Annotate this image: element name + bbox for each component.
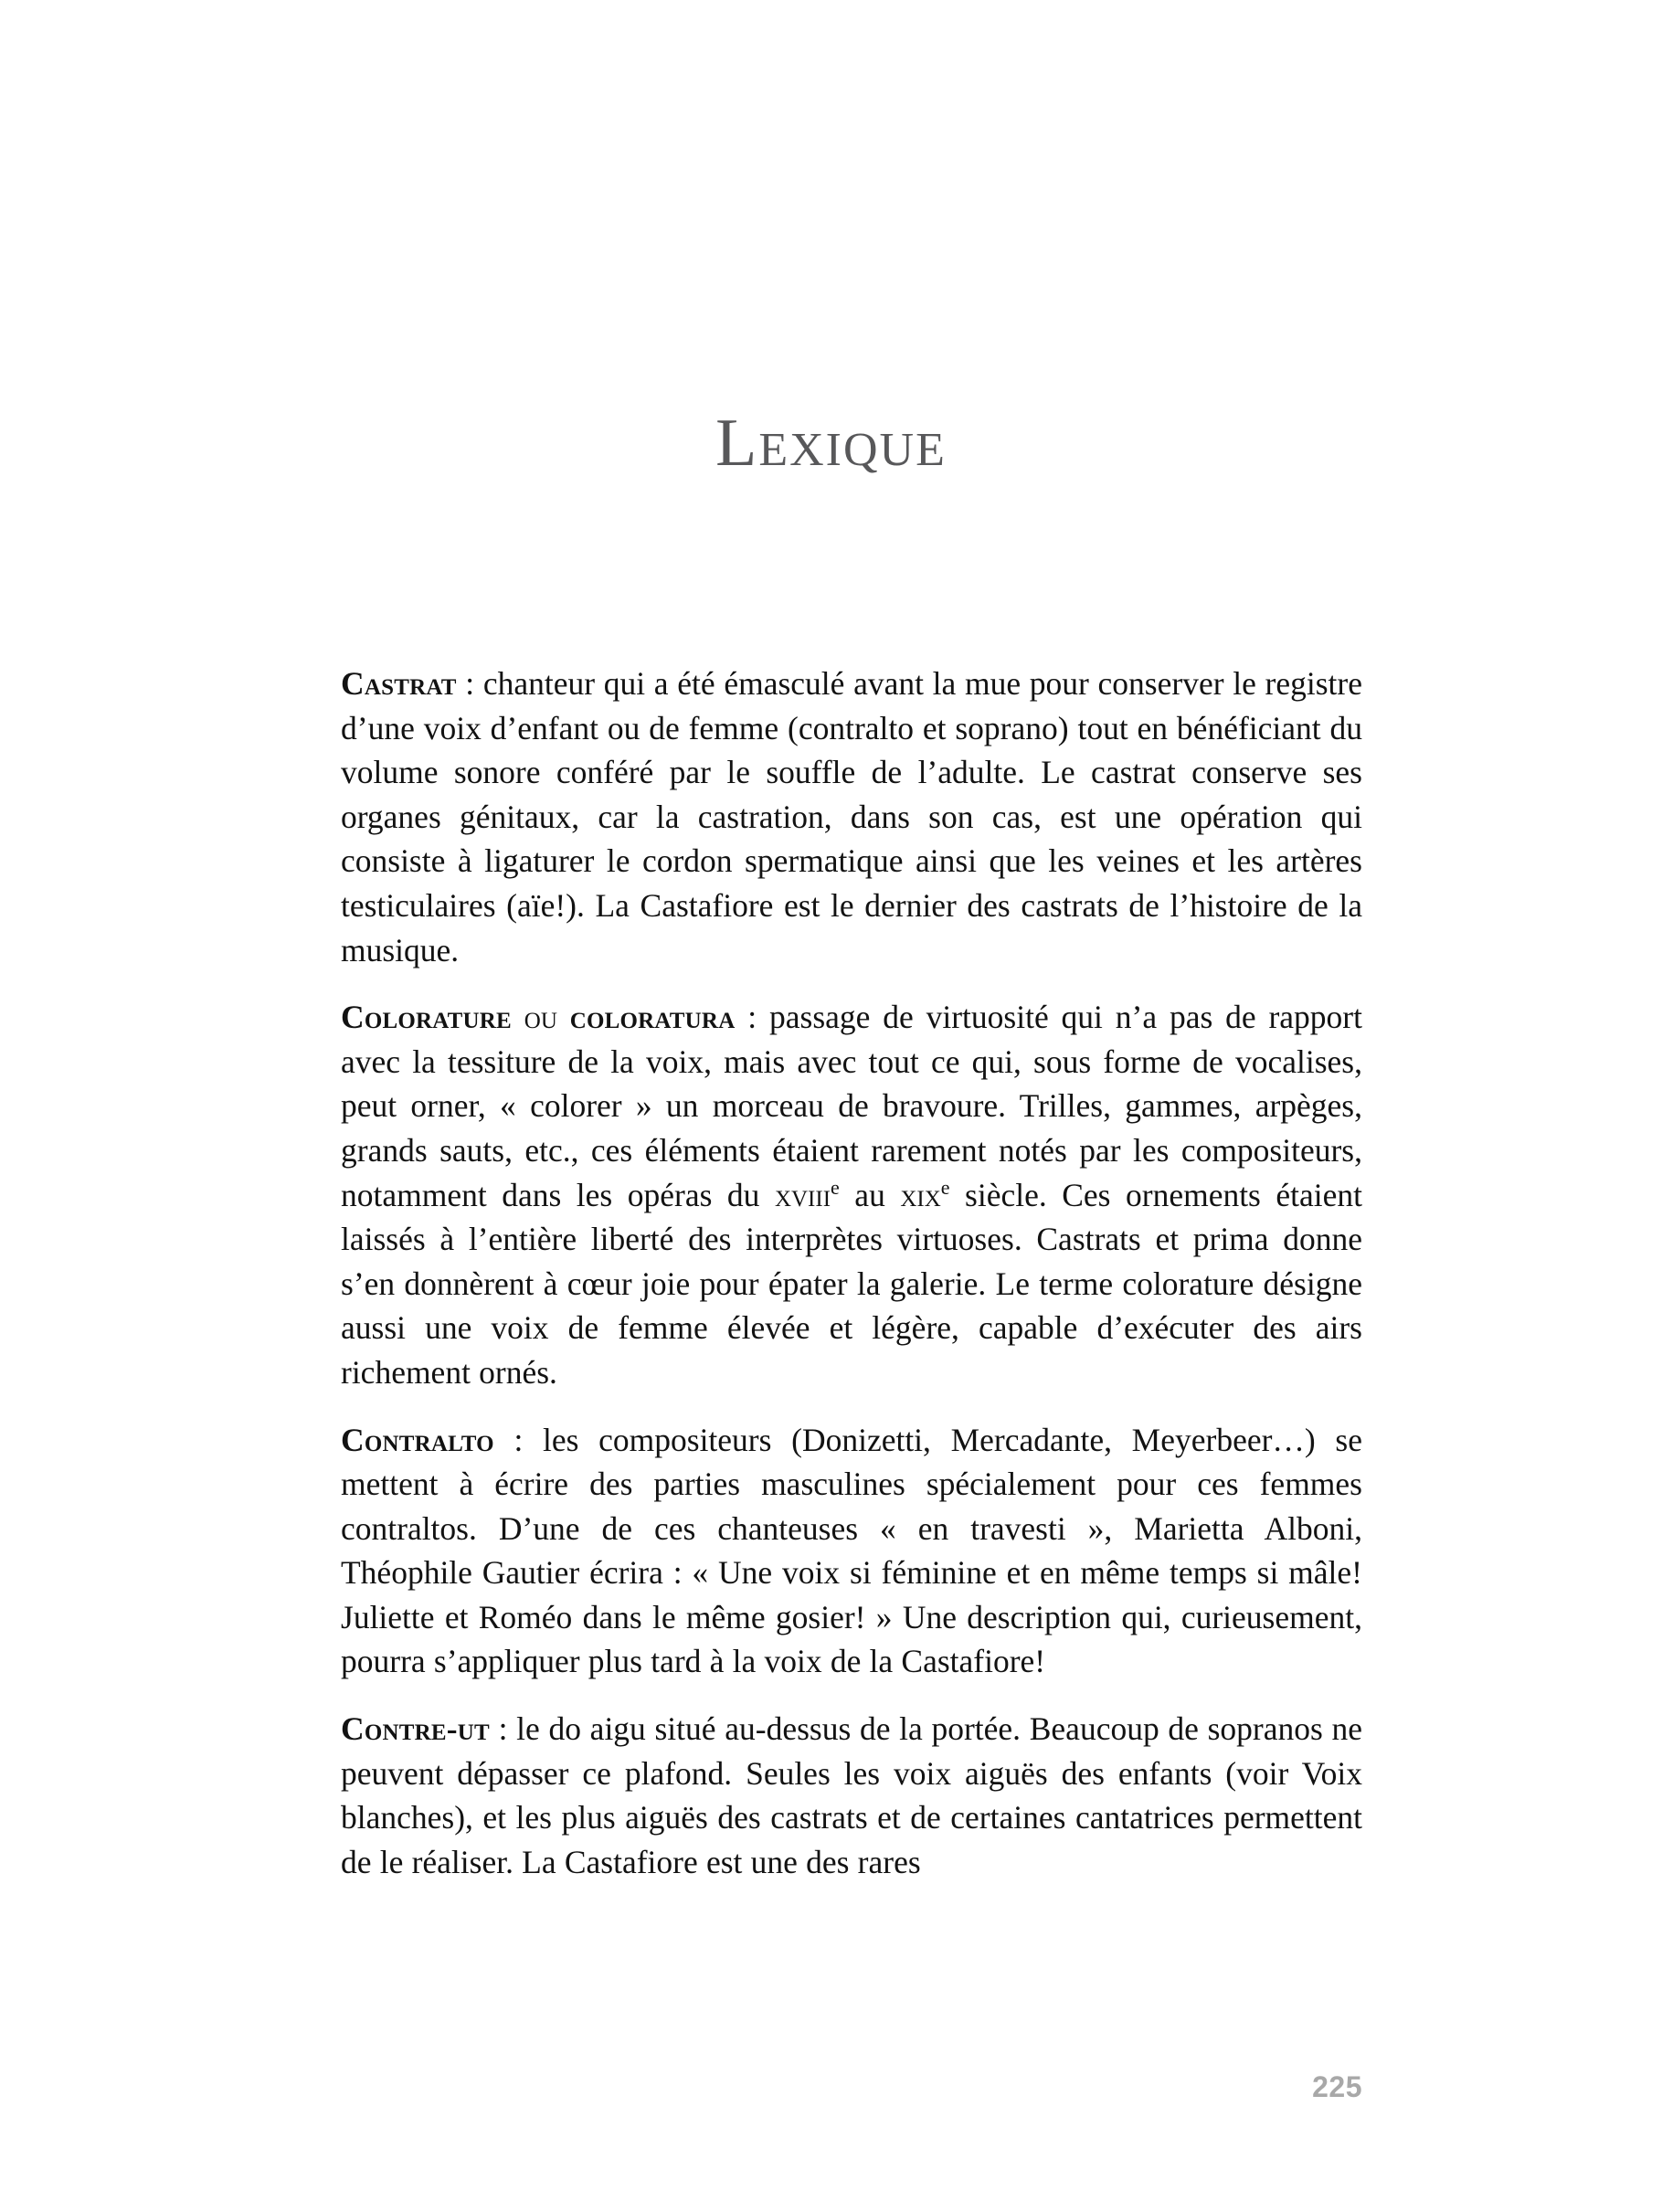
century-eighteenth-ordinal: e: [831, 1175, 840, 1199]
century-eighteenth: xviii: [774, 1176, 831, 1213]
text-column: [341, 661, 1362, 1884]
glossary-entry-colorature: [341, 995, 1362, 1394]
entry-separator: :: [493, 1421, 544, 1458]
page-number: 225: [1312, 2070, 1362, 2103]
entry-term: Contre-ut: [341, 1710, 490, 1748]
century-nineteenth: xix: [900, 1176, 941, 1213]
entry-body: les compositeurs (Donizetti, Mercadante, Meyerbeer…) se mettent à écrire des parties masculines spécialement pour ces femmes contraltos. D’une de ces chanteuses « en travesti », Marietta Alboni, Théophile Gautier écrira : « Une voix si féminine et en même temps si mâle! Juliette et Roméo dans le même gosier! » Une description qui, curieusement, pourra s’appliquer plus tard à la voix de la Castafiore!: [341, 1421, 1362, 1680]
entry-separator: :: [489, 1710, 517, 1748]
entry-term: Contralto: [341, 1421, 494, 1458]
glossary-entry-castrat: [341, 661, 1362, 972]
entry-separator: :: [456, 665, 483, 702]
entry-body: chanteur qui a été émasculé avant la mue pour conserver le registre d’une voix d’enfant ou de femme (contralto et soprano) tout en bénéficiant du volume sonore conféré par le souffle de l’adulte. Le castrat conserve ses organes génitaux, car la castration, dans son cas, est une opération qui consiste à ligaturer le cordon spermatique ainsi que les veines et les artères testiculaires (aïe!). La Castafiore est le dernier des castrats de l’histoire de la musique.: [341, 665, 1362, 968]
glossary-entry-contre-ut: [341, 1707, 1362, 1884]
glossary-entry-contralto: [341, 1418, 1362, 1685]
century-nineteenth-ordinal: e: [940, 1175, 950, 1199]
entry-term: Castrat: [341, 665, 457, 702]
entry-body: le do aigu situé au-dessus de la portée. Beaucoup de sopranos ne peuvent dépasser ce plafond. Seules les voix aiguës des enfants (voir Voix blanches), et les plus aiguës des castrats et de certaines cantatrices permettent de le réaliser. La Castafiore est une des rares: [341, 1710, 1363, 1880]
entry-separator: :: [735, 999, 770, 1036]
entry-conjunction: ou: [511, 999, 570, 1036]
page-title: Lexique: [715, 405, 947, 481]
entry-term: Colorature: [341, 999, 512, 1036]
entry-body-part-2: au: [839, 1176, 901, 1213]
entry-body-part-3: siècle. Ces ornements étaient laissés à l’entière liberté des interprètes virtuoses. Castrats et prima donne s’en donnèrent à cœur joie pour épater la galerie. Le terme colorature désigne aussi une voix de femme élevée et légère, capable d’exécuter des airs richement ornés.: [341, 1176, 1362, 1391]
entry-body-part-1: passage de virtuosité qui n’a pas de rapport avec la tessiture de la voix, mais avec tout ce qui, sous forme de vocalises, peut orner, « colorer » un morceau de bravoure. Trilles, gammes, arpèges, grands sauts, etc., ces éléments étaient rarement notés par les compositeurs, notamment dans les opéras du: [341, 999, 1362, 1213]
entry-term-alt: coloratura: [569, 999, 736, 1036]
